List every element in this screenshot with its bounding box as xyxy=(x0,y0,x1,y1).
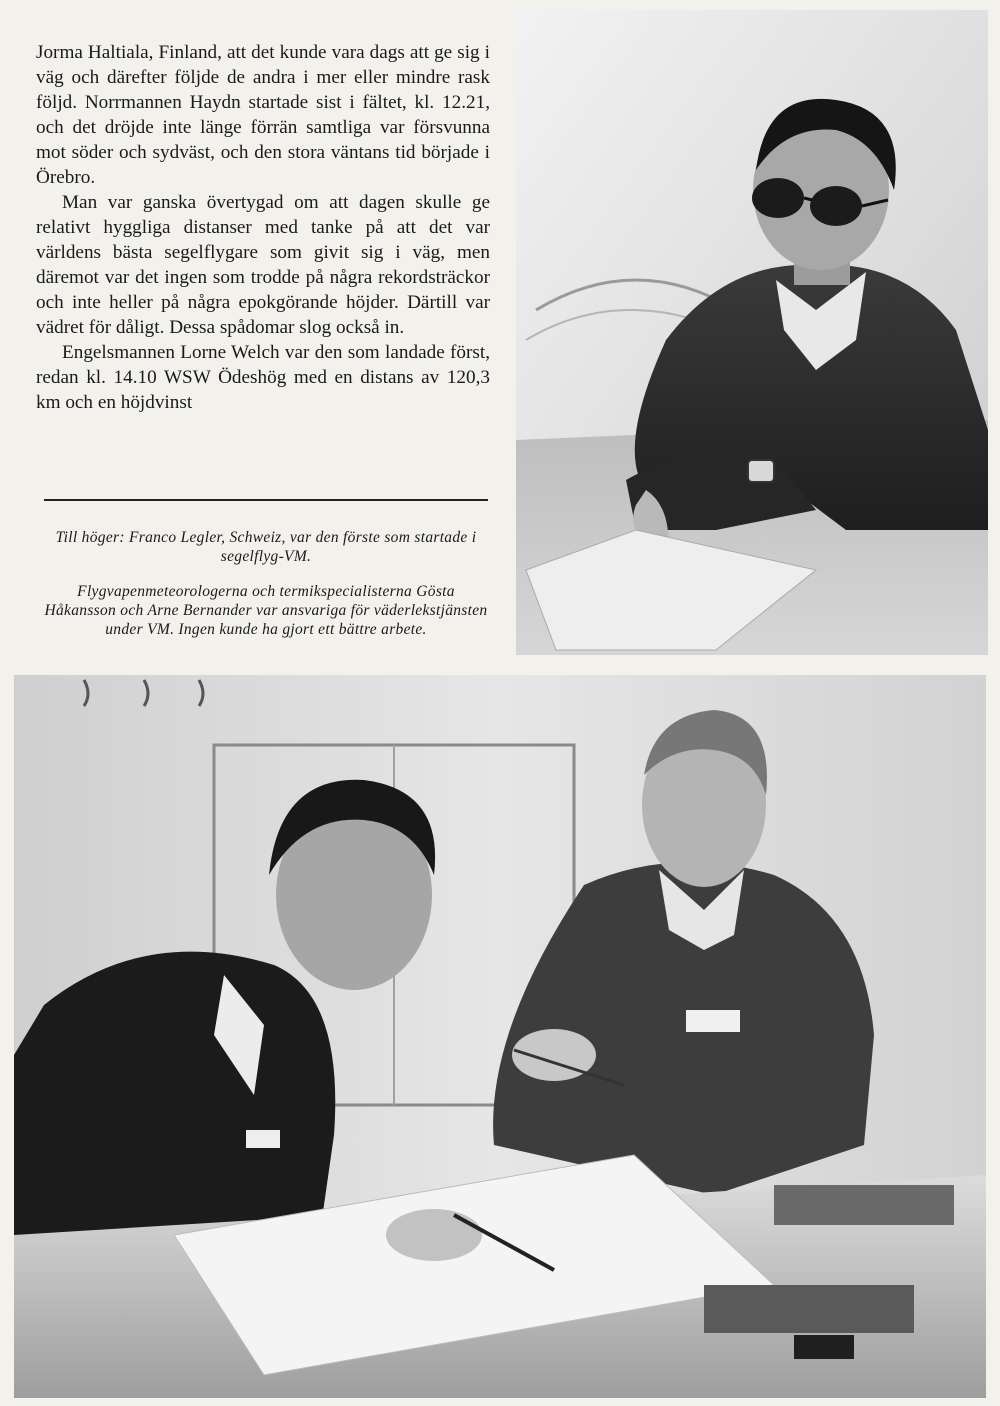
article-paragraph: Jorma Haltiala, Finland, att det kunde vara dags att ge sig i väg och därefter följde de andra i mer eller mindre rask följd. Norrmannen Haydn startade sist i fältet, kl. 12.21, och det dröjde inte länge förrän samtliga var försvunna mot söder och sydväst, och den stora väntans tid började i Örebro. xyxy=(36,42,490,188)
photo-pilot-sunglasses xyxy=(516,10,988,655)
caption-bottom-photo: Flygvapenmeteorologerna och termikspecialisterna Gösta Håkansson och Arne Bernander var ansvariga för väderlekstjänsten under VM. Ingen kunde ha gjort ett bättre arbete. xyxy=(44,583,488,638)
photo-captions xyxy=(42,528,490,639)
divider-rule xyxy=(44,499,488,501)
article-text xyxy=(36,40,490,415)
photo-meteorologists xyxy=(14,675,986,1398)
caption-top-photo: Till höger: Franco Legler, Schweiz, var den förste som startade i segelflyg-VM. xyxy=(55,529,477,565)
photo-pilot-image xyxy=(516,10,988,655)
photo-meteorologists-image xyxy=(14,675,986,1398)
article-paragraph: Engelsmannen Lorne Welch var den som landade först, redan kl. 14.10 WSW Ödeshög med en distans av 120,3 km och en höjdvinst xyxy=(36,342,490,413)
article-paragraph: Man var ganska övertygad om att dagen skulle ge relativt hyggliga distanser med tanke på att det var världens bästa segelflygare som givit sig i väg, men däremot var det ingen som trodde på några rekordsträckor och inte heller på några epokgörande höjder. Därtill var vädret för dåligt. Dessa spådomar slog också in. xyxy=(36,192,490,338)
